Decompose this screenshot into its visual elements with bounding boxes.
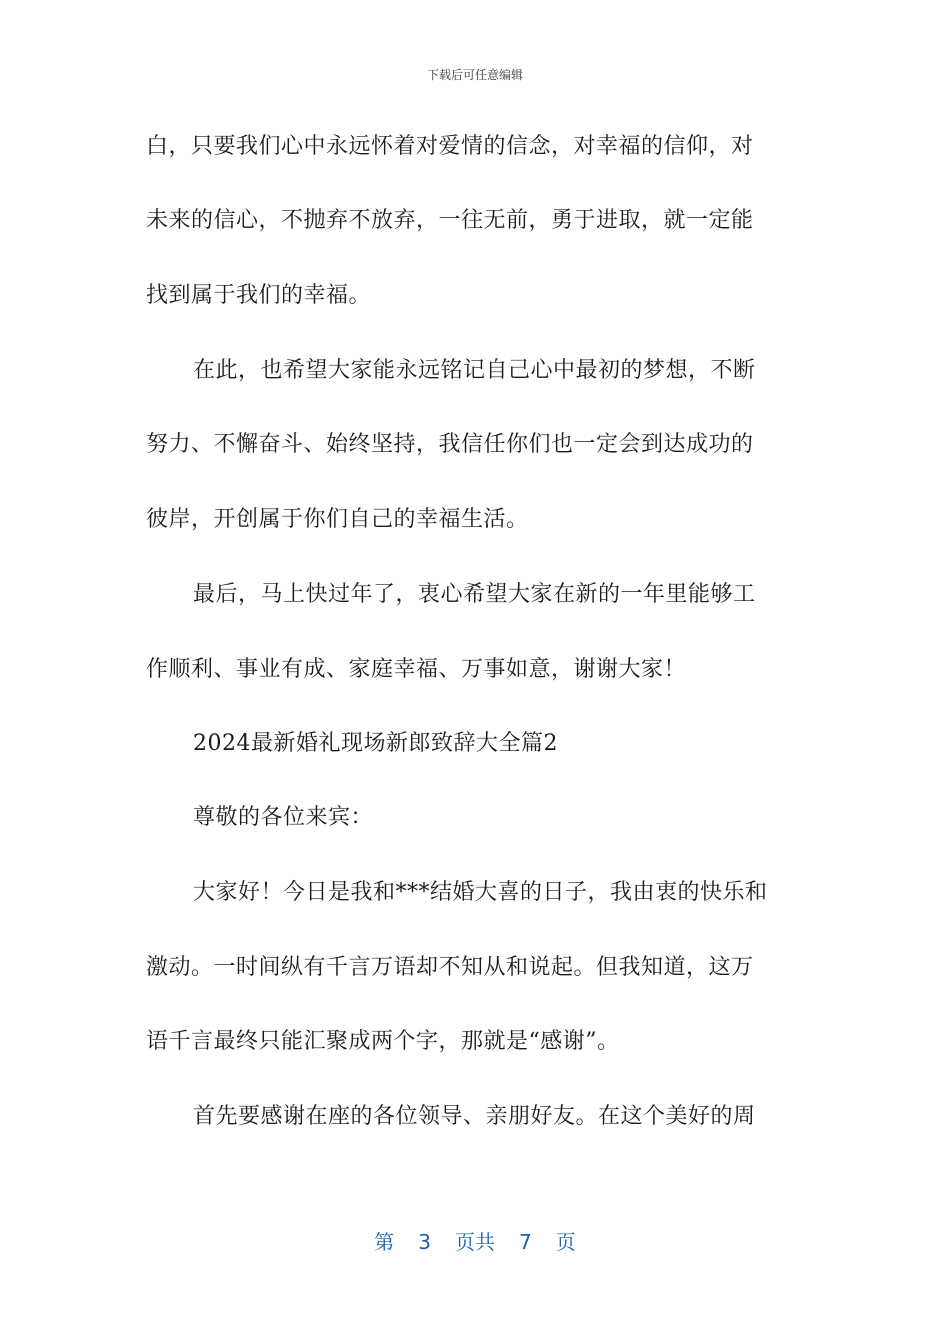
text-line: 作顺利、事业有成、家庭幸福、万事如意，谢谢大家！ <box>146 657 687 682</box>
text-line: 最后，马上快过年了，衷心希望大家在新的一年里能够工 <box>193 582 756 607</box>
salutation: 尊敬的各位来宾： <box>193 805 374 830</box>
footer-prefix: 第 <box>374 1230 395 1254</box>
footer-middle: 页共 <box>455 1230 495 1254</box>
text-line: 努力、不懈奋斗、始终坚持，我信任你们也一定会到达成功的 <box>146 432 754 457</box>
footer-page-number: 3 <box>418 1230 431 1254</box>
text-line: 语千言最终只能汇聚成两个字，那就是“感谢”。 <box>146 1029 620 1054</box>
text-line: 大家好！今日是我和***结婚大喜的日子，我由衷的快乐和 <box>193 880 768 905</box>
text-line: 彼岸，开创属于你们自己的幸福生活。 <box>146 507 529 532</box>
footer-suffix: 页 <box>555 1230 576 1254</box>
text-line: 在此，也希望大家能永远铭记自己心中最初的梦想，不断 <box>193 358 756 383</box>
text-line: 首先要感谢在座的各位领导、亲朋好友。在这个美好的周 <box>193 1104 756 1129</box>
text-line: 未来的信心，不抛弃不放弃，一往无前，勇于进取，就一定能 <box>146 208 754 233</box>
text-line: 找到属于我们的幸福。 <box>146 283 372 308</box>
text-line: 激动。一时间纵有千言万语却不知从和说起。但我知道，这万 <box>146 955 754 980</box>
footer-total-pages: 7 <box>519 1230 532 1254</box>
text-line: 白，只要我们心中永远怀着对爱情的信念，对幸福的信仰，对 <box>146 134 754 159</box>
section-title: 2024最新婚礼现场新郎致辞大全篇2 <box>193 731 558 756</box>
page-footer <box>0 1226 950 1255</box>
header-note: 下载后可任意编辑 <box>426 68 523 82</box>
